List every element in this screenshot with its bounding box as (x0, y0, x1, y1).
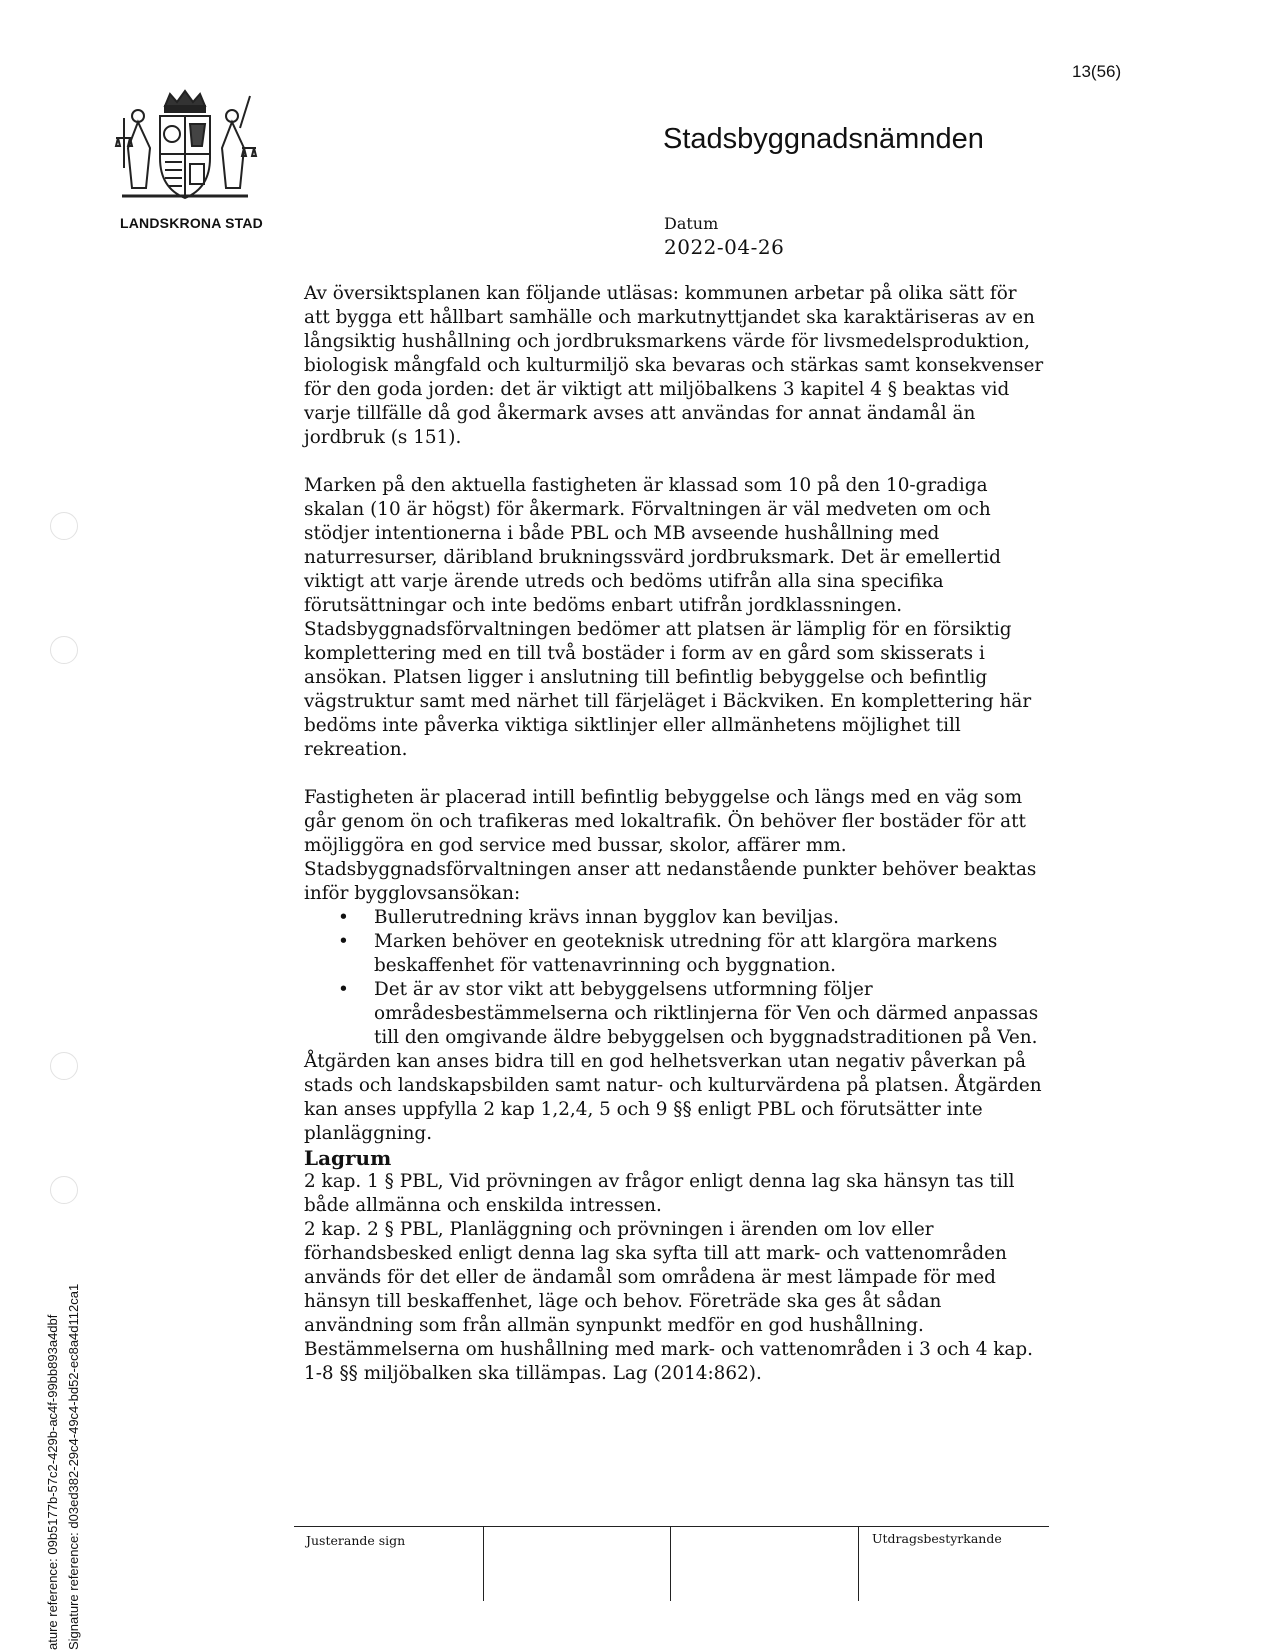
section-heading: Lagrum (304, 1146, 392, 1170)
paragraph: Marken på den aktuella fastigheten är klassad som 10 på den 10-gradiga skalan (10 är högst) för åkermark. Förvaltningen är väl medveten om och stödjer intentionerna i både PBL och MB avseende hushållning med naturresurser, däribland brukningssvärd jordbruksmark. Det är emellertid viktigt att varje ärende utreds och bedöms utifrån alla sina specifika förutsättningar och inte bedöms enbart utifrån jordklassningen. (304, 475, 1001, 616)
coat-of-arms-icon (110, 88, 260, 208)
bullet-list (304, 906, 1044, 1050)
divider (670, 1527, 671, 1601)
date-label: Datum (664, 214, 719, 233)
authority-title: Stadsbyggnadsnämnden (663, 123, 984, 155)
page-number: 13(56) (1072, 62, 1122, 81)
paragraph: 2 kap. 2 § PBL, Planläggning och prövningen i ärenden om lov eller förhandsbesked enligt denna lag ska syfta till att mark- och vattenområden används för det eller de ändamål som områdena är mest lämpade för med hänsyn till beskaffenhet, läge och behov. Företräde ska ges åt sådan användning som från allmän synpunkt medför en god hushållning. Bestämmelserna om hushållning med mark- och vattenområden i 3 och 4 kap. 1-8 §§ miljöbalken ska tillämpas. Lag (2014:862). (304, 1219, 1034, 1384)
list-item: • Bullerutredning krävs innan bygglov kan beviljas. (374, 906, 1044, 930)
signature-reference (42, 1284, 84, 1650)
sign-label: Justerande sign (306, 1533, 406, 1548)
paragraph: Stadsbyggnadsförvaltningen anser att nedanstående punkter behöver beaktas inför bygglovsansökan: (304, 859, 1037, 904)
paragraph: Av översiktsplanen kan följande utläsas: kommunen arbetar på olika sätt för att bygga ett hållbart samhälle och markutnyttjandet ska karaktäriseras av en långsiktig hushållning och jordbruksmarkens värde för livsmedelsproduktion, biologisk mångfald och kulturmiljö ska bevaras och stärkas samt konsekvenser för den goda jorden: det är viktigt att miljöbalkens 3 kapitel 4 § beaktas vid varje tillfälle då god åkermark avses att användas for annat ändamål än jordbruk (s 151). (304, 283, 1044, 448)
paragraph: 2 kap. 1 § PBL, Vid prövningen av frågor enligt denna lag ska hänsyn tas till både allmänna och enskilda intressen. (304, 1171, 1015, 1216)
signature-reference-line: Signature reference: d03ed382-29c4-49c4-bd52-ec8a4d112ca1 (66, 1283, 81, 1650)
landskrona-logo (108, 88, 278, 238)
extract-label: Utdragsbestyrkande (872, 1531, 1002, 1546)
signature-box (294, 1526, 1049, 1601)
list-item: • Marken behöver en geoteknisk utredning för att klargöra markens beskaffenhet för vattenavrinning och byggnation. (374, 930, 1044, 978)
divider (858, 1527, 859, 1601)
punch-hole (50, 1052, 78, 1080)
date-value: 2022-04-26 (664, 235, 785, 259)
paragraph: Fastigheten är placerad intill befintlig bebyggelse och längs med en väg som går genom ön och trafikeras med lokaltrafik. Ön behöver fler bostäder för att möjliggöra en god service med bussar, skolor, affärer mm. (304, 787, 1026, 856)
punch-hole (50, 636, 78, 664)
divider (483, 1527, 484, 1601)
list-item: • Det är av stor vikt att bebyggelsens utformning följer områdesbestämmelserna och riktlinjerna för Ven och därmed anpassas till den omgivande äldre bebyggelsen och byggnadstraditionen på Ven. (374, 978, 1044, 1050)
paragraph: Åtgärden kan anses bidra till en god helhetsverkan utan negativ påverkan på stads och landskapsbilden samt natur- och kulturvärdena på platsen. Åtgärden kan anses uppfylla 2 kap 1,2,4, 5 och 9 §§ enligt PBL och förutsätter inte planläggning. (304, 1051, 1042, 1144)
punch-hole (50, 1176, 78, 1204)
paragraph: Stadsbyggnadsförvaltningen bedömer att platsen är lämplig för en försiktig komplettering med en till två bostäder i form av en gård som skisserats i ansökan. Platsen ligger i anslutning till befintlig bebyggelse och befintlig vägstruktur samt med närhet till färjeläget i Bäckviken. En komplettering här bedöms inte påverka viktiga siktlinjer eller allmänhetens möjlighet till rekreation. (304, 619, 1032, 760)
document-body (304, 282, 1044, 1386)
punch-hole (50, 512, 78, 540)
logo-text: LANDSKRONA STAD (120, 215, 263, 231)
signature-reference-line: ature reference: 09b5177b-57c2-429b-ac4f-99bb893a4dbf (45, 1314, 60, 1650)
